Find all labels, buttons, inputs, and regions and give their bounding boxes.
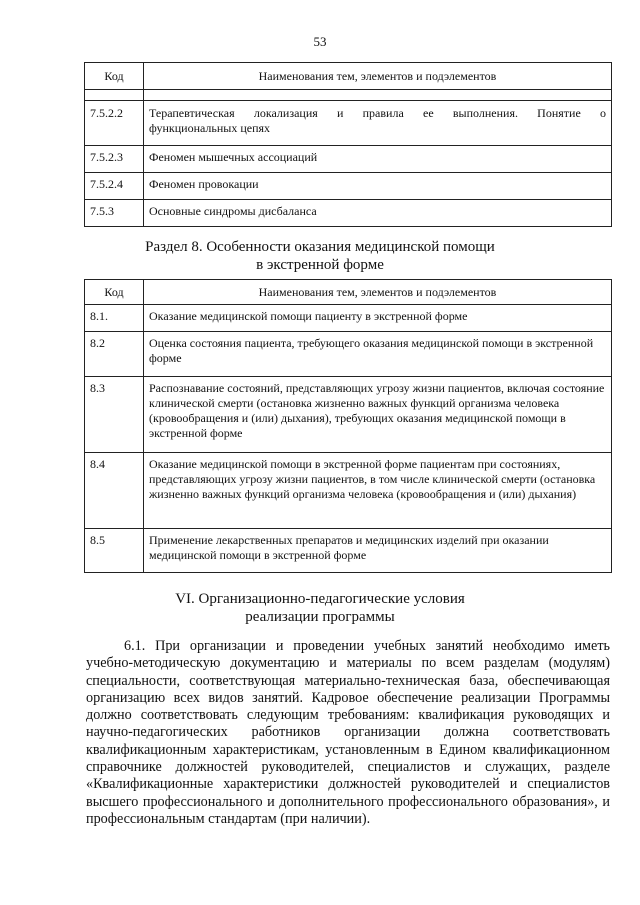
topics-table-7-5	[84, 62, 612, 227]
row-name: Основные синдромы дисбаланса	[144, 200, 612, 227]
paragraph-6-1: 6.1. При организации и проведении учебных занятий необходимо иметь учебно-методическую документацию и материалы по всем разделам (модулям) специальности, соответствующая материально-техническая база, обеспечивающая организацию всех видов занятий. Кадровое обеспечение реализации Программы должно соответствовать следующим требованиям: квалификация руководящих и научно-педагогических работников организации должна соответствовать квалификационным характеристикам, установленным в Едином квалификационном справочнике должностей руководителей, специалистов и служащих, разделе «Квалификационные характеристики должностей руководителей и специалистов высшего профессионального и дополнительного профессионального образования», и профессиональным стандартам (при наличии).	[86, 638, 610, 827]
row-name-line: функциональных цепях	[149, 121, 271, 135]
table-row	[85, 200, 612, 227]
row-name: Оказание медицинской помощи в экстренной форме пациентам при состояниях, представляющих угрозу жизни пациентов, в том числе клинической смерти (остановка жизненно важных функций организма человека (кровообращения и (или) дыхания)	[144, 453, 612, 529]
table-header-row	[85, 63, 612, 90]
column-header-name: Наименования тем, элементов и подэлементов	[144, 63, 612, 90]
section-8-heading-line: в экстренной форме	[256, 257, 384, 273]
table-row	[85, 377, 612, 453]
row-code: 8.5	[85, 529, 144, 573]
table-row	[85, 305, 612, 332]
column-header-code: Код	[85, 280, 144, 305]
table-row	[85, 173, 612, 200]
row-name: Распознавание состояний, представляющих угрозу жизни пациентов, включая состояние клинической смерти (остановка жизненно важных функций организма человека (кровообращения и (или) дыхания), требующих оказания медицинской помощи в экстренной форме	[144, 377, 612, 453]
table-row	[85, 453, 612, 529]
section-6-heading-line: VI. Организационно-педагогические условия	[175, 591, 465, 607]
row-name-line: Терапевтическая локализация и правила ее выполнения. Понятие о	[149, 106, 606, 120]
table-row	[85, 101, 612, 146]
table-header-row	[85, 280, 612, 305]
table-row	[85, 146, 612, 173]
row-name: Оценка состояния пациента, требующего оказания медицинской помощи в экстренной форме	[144, 332, 612, 377]
page-number: 53	[313, 34, 327, 49]
section-8-heading-line: Раздел 8. Особенности оказания медицинской помощи	[145, 239, 495, 255]
column-header-code: Код	[85, 63, 144, 90]
row-name: Оказание медицинской помощи пациенту в экстренной форме	[144, 305, 612, 332]
row-code: 7.5.2.3	[85, 146, 144, 173]
table-row	[85, 529, 612, 573]
topics-table-8	[84, 279, 612, 573]
row-name	[144, 101, 612, 146]
row-code: 8.4	[85, 453, 144, 529]
row-code: 8.3	[85, 377, 144, 453]
section-6-heading	[0, 590, 640, 626]
row-code: 8.2	[85, 332, 144, 377]
row-name: Применение лекарственных препаратов и медицинских изделий при оказании медицинской помощи в экстренной форме	[144, 529, 612, 573]
table-row	[85, 332, 612, 377]
row-code: 7.5.3	[85, 200, 144, 227]
table-spacer-row	[85, 90, 612, 101]
row-code: 7.5.2.4	[85, 173, 144, 200]
section-6-heading-line: реализации программы	[245, 609, 395, 625]
spacer-cell	[85, 90, 144, 101]
row-code: 8.1.	[85, 305, 144, 332]
row-code: 7.5.2.2	[85, 101, 144, 146]
column-header-name: Наименования тем, элементов и подэлементов	[144, 280, 612, 305]
row-name: Феномен мышечных ассоциаций	[144, 146, 612, 173]
row-name: Феномен провокации	[144, 173, 612, 200]
spacer-cell	[144, 90, 612, 101]
section-8-heading	[0, 238, 640, 274]
